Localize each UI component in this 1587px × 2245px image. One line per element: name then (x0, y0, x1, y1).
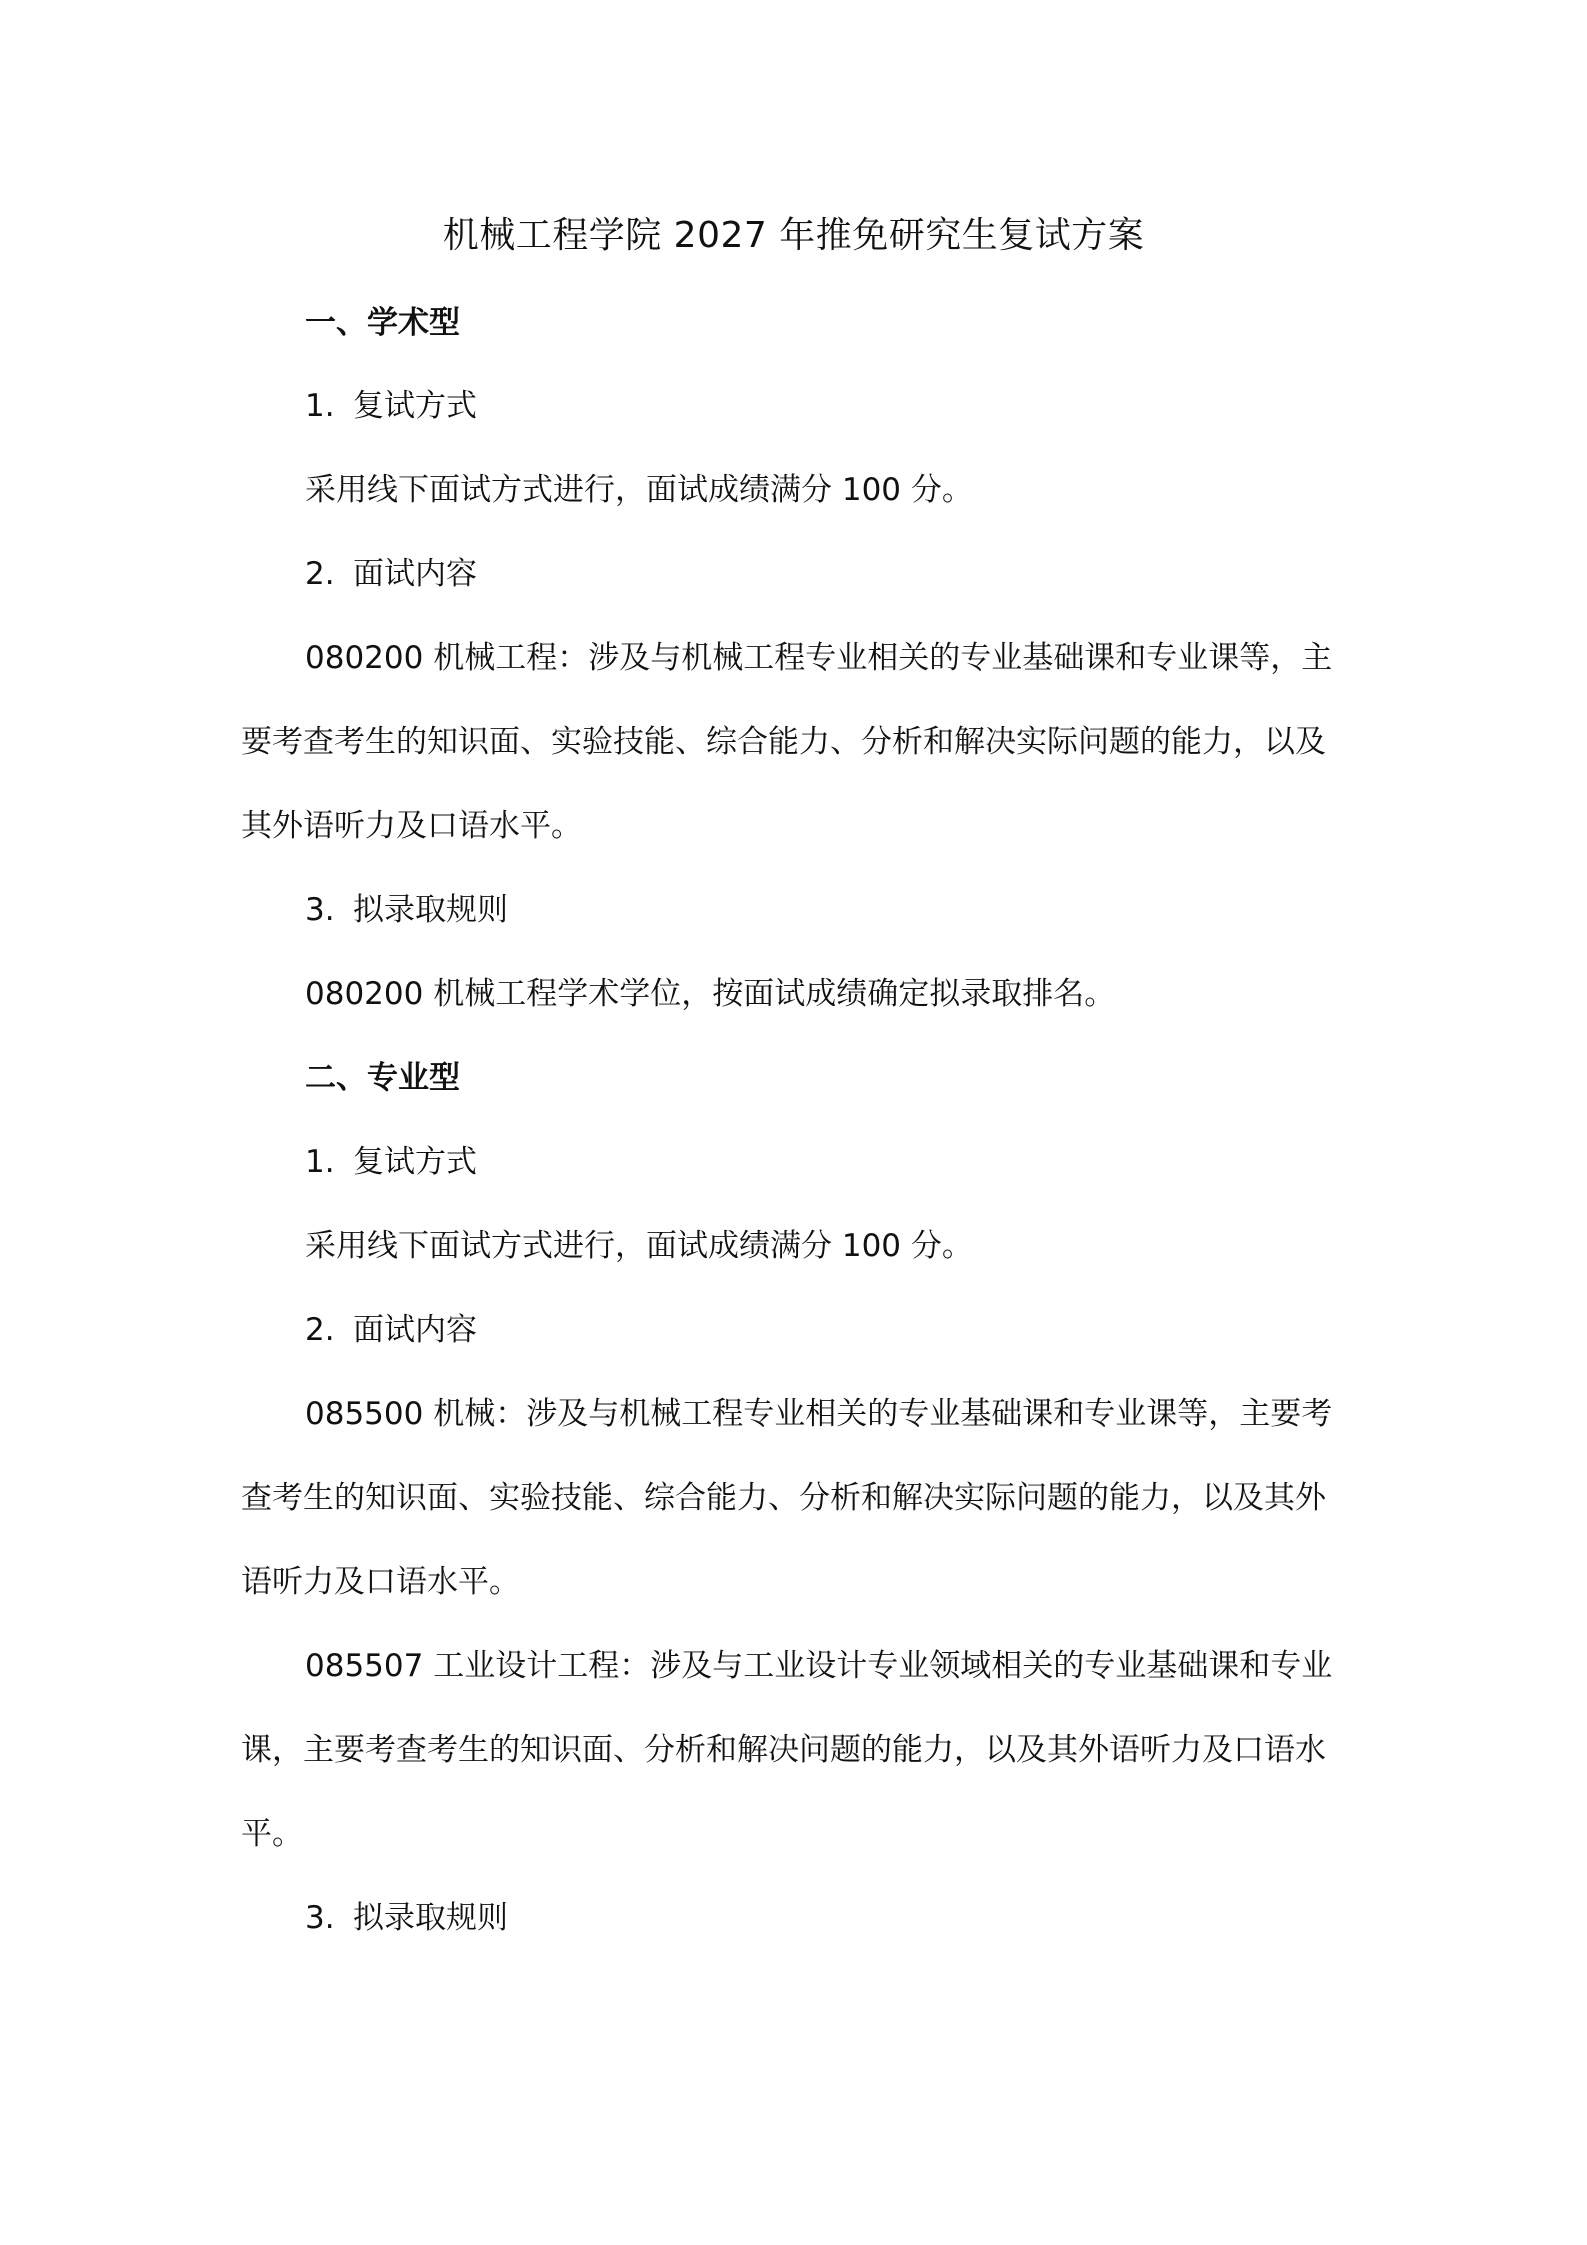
item-label: 复试方式 (353, 1144, 477, 1180)
section-heading-academic: 一、学术型 (305, 305, 460, 341)
item-number: 2. (305, 1312, 335, 1348)
item-number: 2. (305, 556, 335, 592)
paragraph-line: 其外语听力及口语水平。 (241, 808, 582, 844)
item-label: 面试内容 (353, 556, 477, 592)
item-label: 面试内容 (353, 1312, 477, 1348)
item-number: 3. (305, 1900, 335, 1936)
item-heading (305, 888, 508, 932)
paragraph: 采用线下面试方式进行，面试成绩满分 100 分。 (305, 472, 973, 508)
item-label: 复试方式 (353, 388, 477, 424)
item-heading (305, 1308, 477, 1352)
paragraph-line: 085507 工业设计工程：涉及与工业设计专业领域相关的专业基础课和专业 (305, 1648, 1333, 1684)
item-number: 1. (305, 1144, 335, 1180)
paragraph-line: 平。 (241, 1816, 303, 1852)
paragraph-line: 语听力及口语水平。 (241, 1564, 520, 1600)
paragraph-line: 课，主要考查考生的知识面、分析和解决问题的能力，以及其外语听力及口语水 (241, 1732, 1326, 1768)
item-number: 1. (305, 388, 335, 424)
paragraph-line: 085500 机械：涉及与机械工程专业相关的专业基础课和专业课等，主要考 (305, 1396, 1333, 1432)
item-label: 拟录取规则 (353, 892, 508, 928)
item-label: 拟录取规则 (353, 1900, 508, 1936)
paragraph-line: 查考生的知识面、实验技能、综合能力、分析和解决实际问题的能力，以及其外 (241, 1480, 1326, 1516)
document-title: 机械工程学院 2027 年推免研究生复试方案 (442, 215, 1145, 256)
paragraph-line: 080200 机械工程：涉及与机械工程专业相关的专业基础课和专业课等，主 (305, 640, 1333, 676)
paragraph: 采用线下面试方式进行，面试成绩满分 100 分。 (305, 1228, 973, 1264)
paragraph: 080200 机械工程学术学位，按面试成绩确定拟录取排名。 (305, 976, 1116, 1012)
section-heading-professional: 二、专业型 (305, 1060, 460, 1096)
item-heading (305, 1140, 477, 1184)
item-heading (305, 1896, 508, 1940)
item-number: 3. (305, 892, 335, 928)
item-heading (305, 384, 477, 428)
item-heading (305, 552, 477, 596)
paragraph-line: 要考查考生的知识面、实验技能、综合能力、分析和解决实际问题的能力，以及 (241, 724, 1326, 760)
